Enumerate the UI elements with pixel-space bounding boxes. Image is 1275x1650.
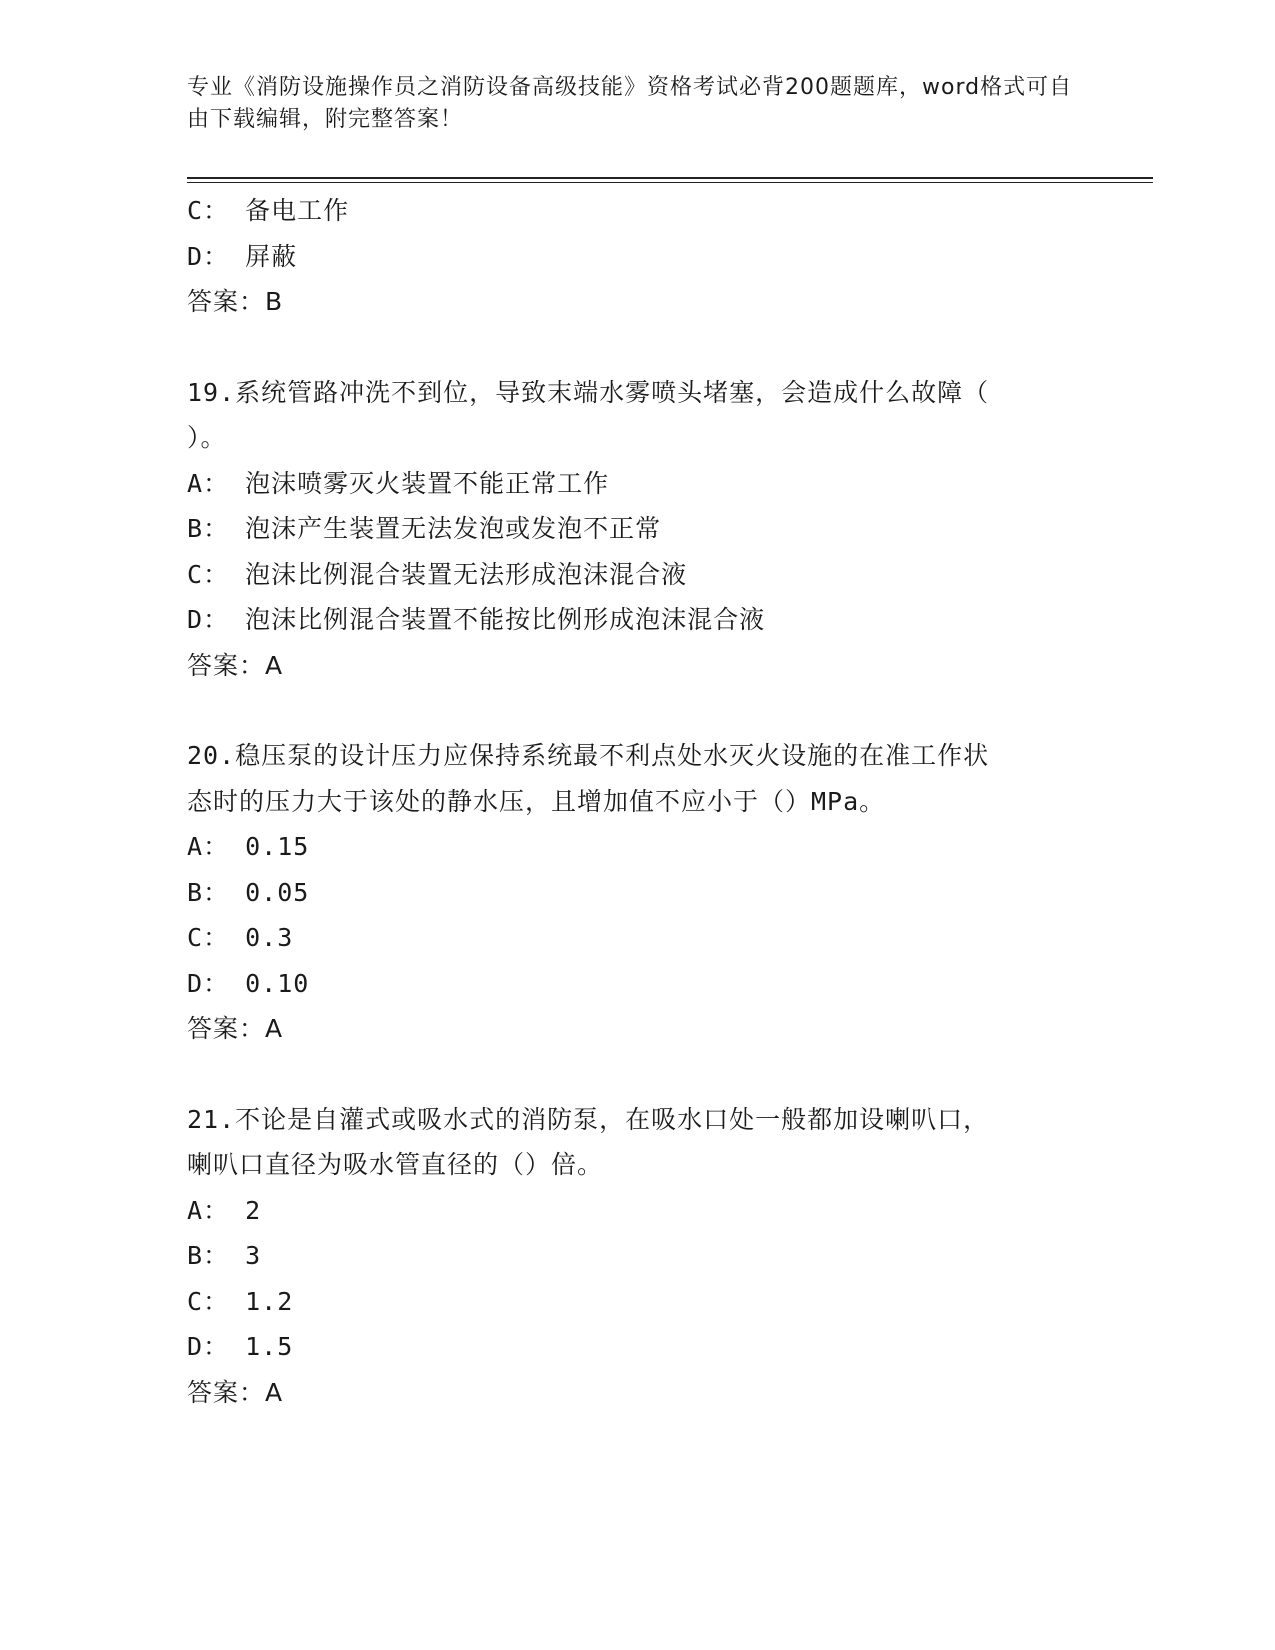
question-number: 19.	[187, 377, 236, 407]
option-key: D	[187, 1332, 204, 1361]
option-d: D： 屏蔽	[187, 241, 298, 271]
option-key: C	[187, 559, 204, 589]
option-text: 3	[245, 1241, 262, 1270]
option-a: A： 0.15	[187, 832, 310, 861]
option-text: 泡沫喷雾灭火装置不能正常工作	[245, 468, 610, 498]
option-key: A	[187, 832, 204, 861]
question-text-line1: 系统管路冲洗不到位，导致末端水雾喷头堵塞，会造成什么故障（	[235, 377, 990, 407]
option-a: A： 2	[187, 1195, 262, 1225]
option-text: 泡沫产生装置无法发泡或发泡不正常	[245, 514, 662, 543]
header-divider-thin	[187, 182, 1153, 183]
option-key: B	[187, 877, 204, 907]
option-d: D： 泡沫比例混合装置不能按比例形成泡沫混合液	[187, 605, 766, 634]
question-text-line2: 态时的压力大于该处的静水压，且增加值不应小于（）MPa。	[187, 786, 886, 816]
question-20	[187, 733, 1087, 1052]
option-key: B	[187, 1241, 204, 1270]
question-18-tail	[187, 188, 1087, 325]
question-text-line1: 稳压泵的设计压力应保持系统最不利点处水灭火设施的在准工作状	[235, 741, 990, 770]
option-text: 0.15	[245, 832, 310, 861]
question-stem	[187, 1097, 1067, 1188]
option-text: 屏蔽	[245, 241, 298, 271]
option-text: 备电工作	[245, 196, 350, 225]
option-text: 0.3	[245, 923, 294, 952]
option-b: B： 泡沫产生装置无法发泡或发泡不正常	[187, 514, 662, 543]
answer: 答案：B	[187, 287, 284, 316]
option-key: D	[187, 241, 204, 271]
question-number: 20.	[187, 741, 236, 770]
option-text: 1.2	[245, 1286, 294, 1316]
option-c: C： 泡沫比例混合装置无法形成泡沫混合液	[187, 559, 688, 589]
option-text: 0.05	[245, 877, 310, 907]
option-c: C： 备电工作	[187, 196, 350, 225]
question-stem	[187, 733, 1067, 824]
option-key: A	[187, 1195, 204, 1225]
document-header: 专业《消防设施操作员之消防设备高级技能》资格考试必背200题题库，word格式可自由下载编辑，附完整答案！	[187, 75, 1073, 132]
question-number: 21.	[187, 1104, 236, 1134]
answer: 答案：A	[187, 650, 284, 680]
question-19	[187, 370, 1087, 689]
option-key: C	[187, 923, 204, 952]
option-key: A	[187, 468, 204, 498]
answer: 答案：A	[187, 1377, 284, 1407]
question-text-line2: 喇叭口直径为吸水管直径的（）倍。	[187, 1150, 604, 1179]
option-b: B： 3	[187, 1241, 262, 1270]
question-text-line1: 不论是自灌式或吸水式的消防泵，在吸水口处一般都加设喇叭口，	[235, 1104, 990, 1134]
option-text: 泡沫比例混合装置不能按比例形成泡沫混合液	[245, 605, 766, 634]
header-divider-thick	[187, 177, 1153, 179]
option-key: B	[187, 514, 204, 543]
question-21	[187, 1097, 1087, 1416]
option-text: 2	[245, 1195, 262, 1225]
option-key: D	[187, 605, 204, 634]
option-b: B： 0.05	[187, 877, 310, 907]
option-a: A： 泡沫喷雾灭火装置不能正常工作	[187, 468, 610, 498]
option-text: 1.5	[245, 1332, 294, 1361]
question-stem	[187, 370, 1067, 461]
option-key: C	[187, 196, 204, 225]
option-c: C： 0.3	[187, 923, 294, 952]
option-d: D： 0.10	[187, 968, 310, 998]
answer: 答案：A	[187, 1014, 284, 1043]
question-list	[187, 188, 1087, 1415]
option-key: D	[187, 968, 204, 998]
option-text: 泡沫比例混合装置无法形成泡沫混合液	[245, 559, 688, 589]
option-d: D： 1.5	[187, 1332, 294, 1361]
option-key: C	[187, 1286, 204, 1316]
option-c: C： 1.2	[187, 1286, 294, 1316]
option-text: 0.10	[245, 968, 310, 998]
question-text-line2: ）。	[187, 423, 227, 452]
